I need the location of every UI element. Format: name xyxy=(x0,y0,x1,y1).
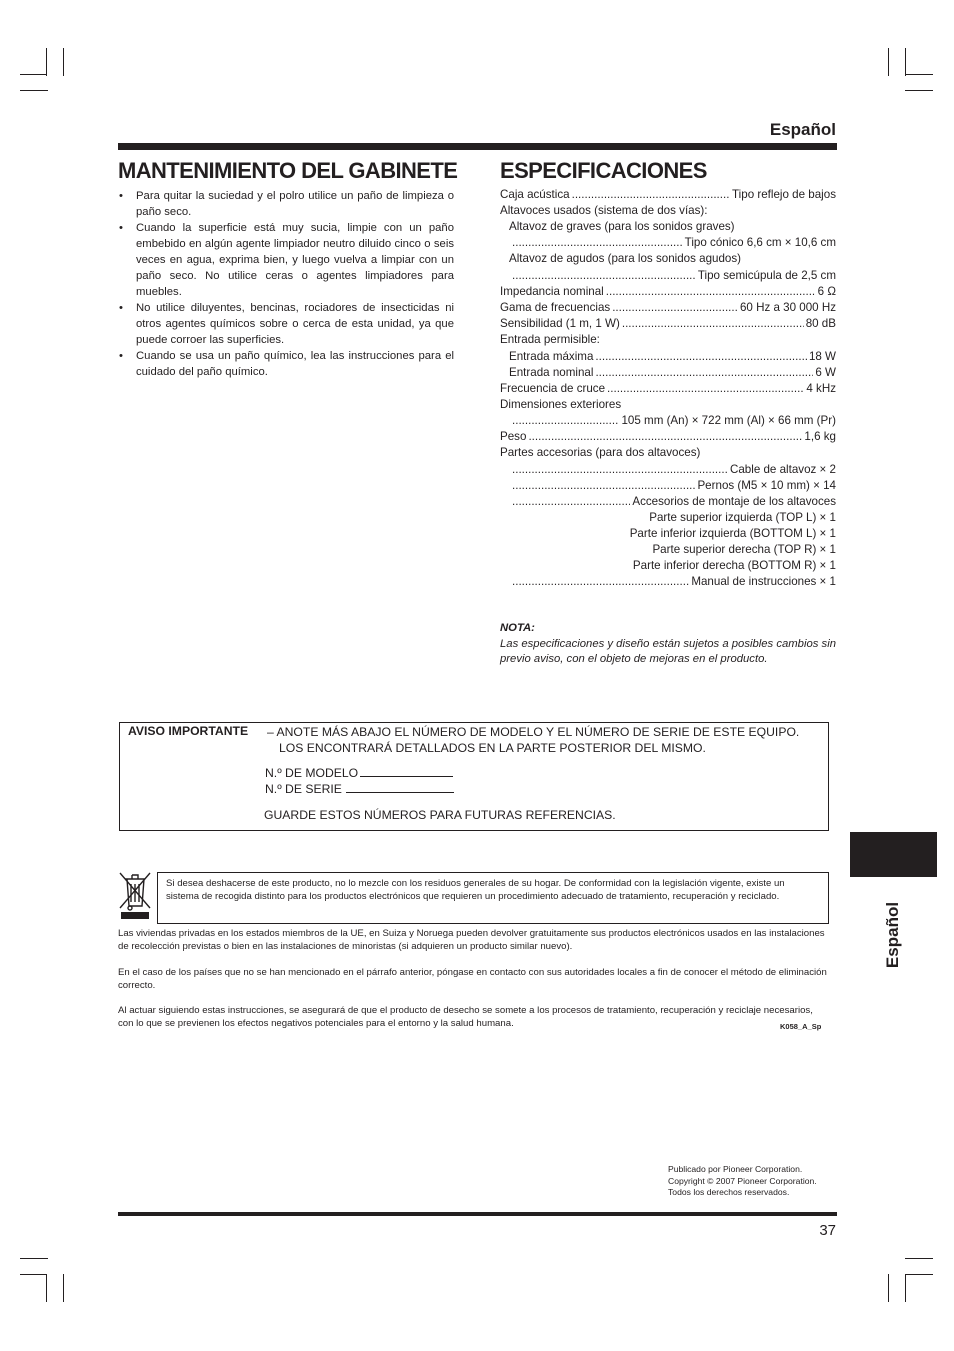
modelo-field xyxy=(265,766,453,780)
footer-rule xyxy=(118,1212,837,1216)
modelo-label: N.º DE MODELO xyxy=(265,766,359,780)
spec-bottom-r: Parte inferior derecha (BOTTOM R) × 1 xyxy=(632,559,836,572)
header-rule xyxy=(118,143,837,150)
spec-dimensiones-label: Dimensiones exteriores xyxy=(500,398,622,411)
maintenance-title: MANTENIMIENTO DEL GABINETE xyxy=(118,158,458,183)
spec-top-r: Parte superior derecha (TOP R) × 1 xyxy=(652,543,836,556)
spec-top-l: Parte superior izquierda (TOP L) × 1 xyxy=(649,511,836,524)
aviso-guarde: GUARDE ESTOS NÚMEROS PARA FUTURAS REFERENCIAS. xyxy=(264,808,616,822)
language-header: Español xyxy=(769,120,836,139)
spec-entrada: Entrada permisible: xyxy=(500,333,600,346)
side-tab xyxy=(850,832,937,877)
spec-entrada-max: Entrada máxima ..... 18 W xyxy=(509,349,836,365)
specs-title: ESPECIFICACIONES xyxy=(500,158,707,183)
serie-label: N.º DE SERIE xyxy=(265,782,342,796)
spec-graves: ..... Tipo cónico 6,6 cm × 10,6 cm xyxy=(510,235,836,251)
nota-title: NOTA: xyxy=(500,622,535,634)
spec-partes-label: Partes accesorias (para dos altavoces) xyxy=(500,446,701,459)
document-code: K058_A_Sp xyxy=(780,1022,822,1031)
spec-peso: Peso ..... 1,6 kg xyxy=(500,429,836,445)
list-item: • Para quitar la suciedad y el polro utilice un paño de limpieza o paño seco. xyxy=(118,188,454,220)
aviso-label: AVISO IMPORTANTE xyxy=(128,724,249,738)
spec-caja: Caja acústica ..... Tipo reflejo de bajos xyxy=(500,187,836,203)
spec-cable: ..... Cable de altavoz × 2 xyxy=(510,462,836,478)
modelo-line xyxy=(360,766,453,777)
nota-text: Las especificaciones y diseño están sujetos a posibles cambios sin previo aviso, con el objeto de mejoras en el producto. xyxy=(500,638,836,665)
serie-line xyxy=(346,782,454,793)
spec-agudos: ..... Tipo semicúpula de 2,5 cm xyxy=(510,268,836,284)
spec-gama: Gama de frecuencias ..... 60 Hz a 30 000 Hz xyxy=(500,300,836,316)
spec-cruce: Frecuencia de cruce ..... 4 kHz xyxy=(500,381,836,397)
weee-paragraph: En el caso de los países que no se han mencionado en el párrafo anterior, póngase en contacto con sus autoridades locales a fin de conocer el método de eliminación correcto. xyxy=(118,967,827,991)
spec-sensibilidad: Sensibilidad (1 m, 1 W) ..... 80 dB xyxy=(500,316,836,332)
spec-agudos-label: Altavoz de agudos (para los sonidos agudos) xyxy=(509,252,742,265)
list-item: • No utilice diluyentes, bencinas, rociadores de insecticidas ni otros agentes químicos sobre o cerca de esta unidad, ya que puede corroer las superficies. xyxy=(118,300,454,348)
list-item: • Cuando se usa un paño químico, lea las instrucciones para el cuidado del paño químico. xyxy=(118,348,454,380)
spec-impedancia: Impedancia nominal ..... 6 Ω xyxy=(500,284,836,300)
spec-altavoces: Altavoces usados (sistema de dos vías): xyxy=(500,204,708,217)
spec-manual: ..... Manual de instrucciones × 1 xyxy=(510,574,836,590)
serie-field xyxy=(265,782,454,796)
spec-entrada-nom: Entrada nominal ..... 6 W xyxy=(509,365,836,381)
aviso-line1: – ANOTE MÁS ABAJO EL NÚMERO DE MODELO Y EL NÚMERO DE SERIE DE ESTE EQUIPO. xyxy=(267,725,800,739)
weee-paragraph: Al actuar siguiendo estas instrucciones, se asegurará de que el producto de desecho se somete a los procesos de tratamiento, recuperación y reciclaje necesarios, con lo que se previenen los efectos negativos potenciales para el entorno y la salud humana. xyxy=(118,1005,813,1029)
list-item: • Cuando la superficie está muy sucia, limpie con un paño embebido en algún agente limpiador neutro diluido cinco o seis veces en agua, exprima bien, y luego vuelva a limpiar con un paño seco. No utilice ceras o agentes limpiadores para muebles. xyxy=(118,220,454,300)
page-number: 37 xyxy=(819,1222,836,1239)
aviso-line2: LOS ENCONTRARÁ DETALLADOS EN LA PARTE POSTERIOR DEL MISMO. xyxy=(279,741,706,755)
weee-box-text: Si desea deshacerse de este producto, no lo mezcle con los residuos generales de su hogar. De conformidad con la legislación vigente, existe un sistema de recogida distinto para los productos electrónicos que requieren un procedimiento adecuado de tratamiento, recuperación y reciclado. xyxy=(166,878,785,902)
spec-dimensiones: ..... 105 mm (An) × 722 mm (Al) × 66 mm (Pr) xyxy=(510,413,836,429)
spec-accesorios: ..... Accesorios de montaje de los altavoces xyxy=(510,494,836,510)
maintenance-list xyxy=(118,188,454,380)
spec-bottom-l: Parte inferior izquierda (BOTTOM L) × 1 xyxy=(629,527,836,540)
crossed-out-wheelie-bin-icon xyxy=(117,870,153,920)
spec-pernos: ..... Pernos (M5 × 10 mm) × 14 xyxy=(510,478,836,494)
spec-graves-label: Altavoz de graves (para los sonidos graves) xyxy=(509,220,735,233)
weee-paragraph: Las viviendas privadas en los estados miembros de la UE, en Suiza y Noruega pueden devolver gratuitamente sus productos electrónicos usados en las instalaciones de recolección previstas o bien en las instalaciones de minoristas (si adquieren un producto similar nuevo). xyxy=(118,928,825,952)
publisher-info: Publicado por Pioneer Corporation. Copyright © 2007 Pioneer Corporation. Todos los derechos reservados. xyxy=(668,1164,817,1197)
side-language-label: Español xyxy=(883,901,902,969)
